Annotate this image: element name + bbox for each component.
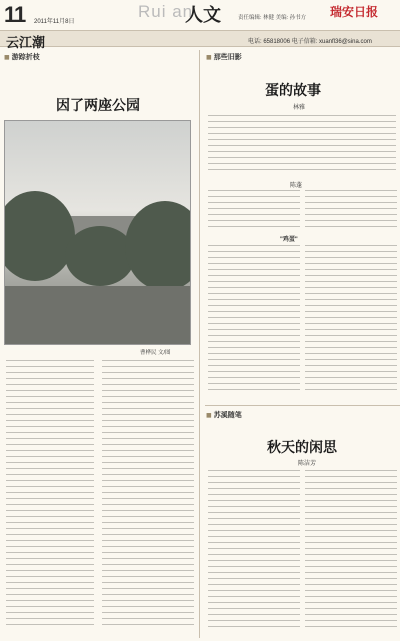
right-article-body — [208, 190, 300, 230]
contact-info: 电话: 65818006 电子信箱: xuanfl36@sina.com — [248, 39, 372, 45]
newspaper-masthead: 瑞安日报 — [330, 5, 379, 19]
section-title: 人文 — [185, 5, 221, 26]
left-article-body — [102, 360, 194, 630]
left-column-label: ■ 游踪折枝 — [4, 52, 40, 62]
right-article-byline: 林雅 — [293, 105, 306, 111]
column-bar — [0, 30, 400, 51]
autumn-article-headline: 秋天的闲思 — [267, 440, 337, 456]
right-column-label: ■ 那些旧影 — [206, 52, 242, 62]
column-divider — [199, 50, 200, 638]
right-article-headline: 蛋的故事 — [265, 83, 321, 99]
ruian-watermark: Rui an — [138, 2, 194, 21]
autumn-article-byline: 陈洁芳 — [298, 461, 317, 467]
tree-shape — [4, 191, 75, 281]
photo-caption: 曹桦民 文/图 — [140, 350, 171, 356]
right-article-body — [305, 245, 397, 395]
tree-shape — [125, 201, 191, 291]
editors-credit: 责任编辑: 林健 美编: 孙书方 — [238, 15, 307, 21]
left-article-body — [6, 360, 94, 630]
page-header — [0, 0, 400, 30]
column-name: 云江潮 — [6, 36, 46, 51]
autumn-article-body — [305, 470, 397, 630]
ground-shape — [5, 286, 191, 345]
tree-shape — [65, 226, 135, 286]
right-article-body — [208, 115, 396, 175]
autumn-article-body — [208, 470, 300, 630]
page-number: 11 — [4, 2, 26, 27]
right-article-body — [305, 190, 397, 230]
right-subheading: 陈蓬 — [290, 183, 303, 189]
park-photo — [4, 120, 191, 345]
right-footnote-heading: "鸡蛋" — [280, 237, 298, 243]
issue-date: 2011年11月8日 — [34, 19, 75, 25]
right-article-body — [208, 245, 300, 395]
section-divider — [205, 405, 400, 406]
left-article-headline: 因了两座公园 — [56, 98, 140, 114]
bottom-column-label: ■ 苏溪随笔 — [206, 410, 242, 420]
